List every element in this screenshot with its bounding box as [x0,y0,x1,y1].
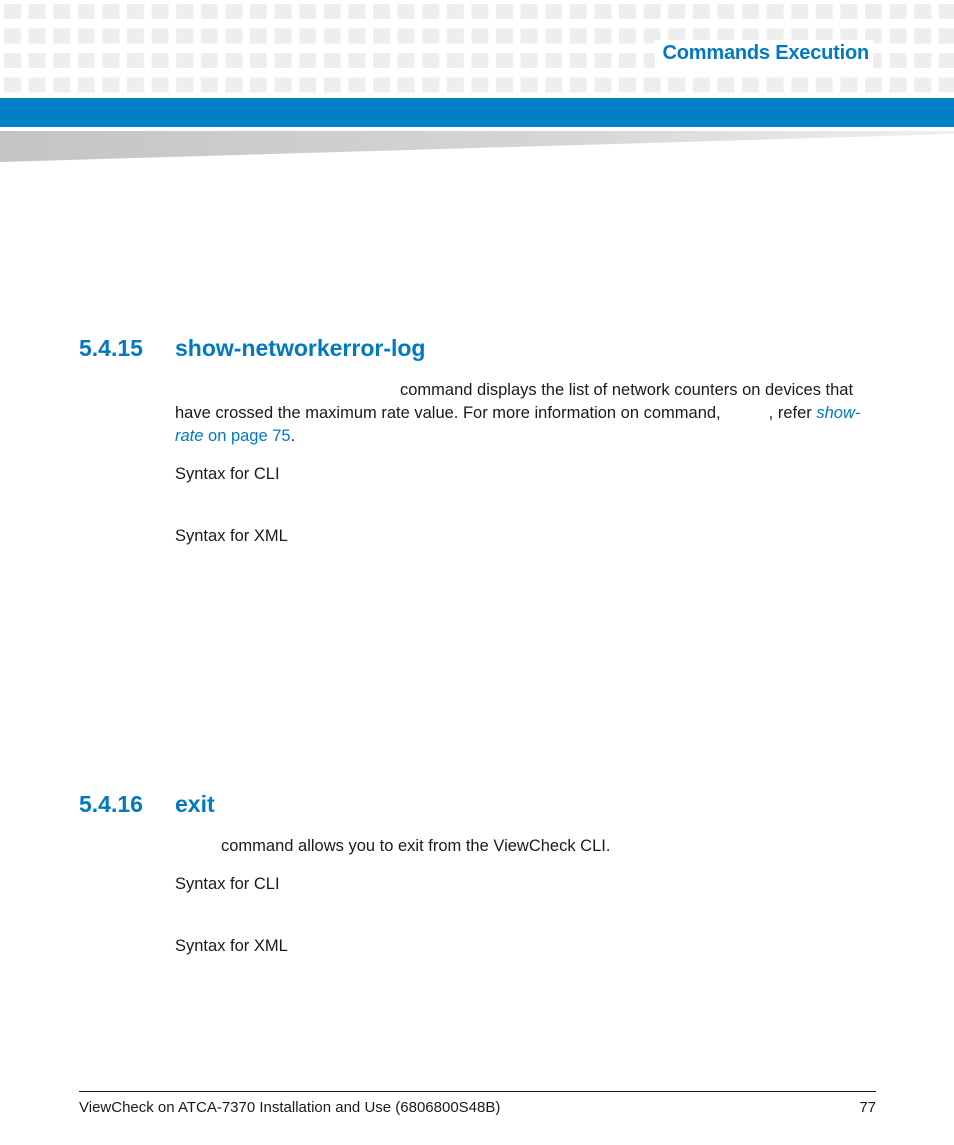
section-5-4-16-description [175,835,875,858]
header-blue-bar [0,98,954,127]
syntax-xml-label-1: Syntax for XML [175,527,288,545]
section-heading-5-4-15 [79,335,425,362]
section-number: 5.4.16 [79,791,143,817]
description-line-1: command displays the list of network counters on devices that [400,381,854,399]
show-rate-link[interactable]: show- [816,404,861,422]
footer-divider [79,1091,876,1092]
exit-description-line-1: command allows you to exit from the ViewCheck CLI. [221,837,611,855]
footer-document-title: ViewCheck on ATCA-7370 Installation and Use (6806800S48B) [79,1099,501,1116]
description-line-2-text: have crossed the maximum rate value. For more information on command, [175,404,721,422]
section-title: exit [175,791,215,817]
syntax-cli-label-1: Syntax for CLI [175,465,280,483]
section-title: show-networkerror-log [175,335,426,361]
page-number: 77 [859,1099,876,1116]
show-rate-link-continued[interactable]: rate on page 75 [175,427,291,445]
description-line-3: rate on page 75. [175,427,296,445]
syntax-cli-label-2: Syntax for CLI [175,875,280,893]
description-line-2 [175,402,875,425]
header-grey-wedge [0,131,954,163]
description-refer-text: , refer [768,404,812,422]
running-header-title: Commands Execution [655,40,873,69]
section-heading-5-4-16 [79,791,215,818]
section-number: 5.4.15 [79,335,143,361]
section-5-4-15-description [175,379,875,448]
syntax-xml-label-2: Syntax for XML [175,937,288,955]
